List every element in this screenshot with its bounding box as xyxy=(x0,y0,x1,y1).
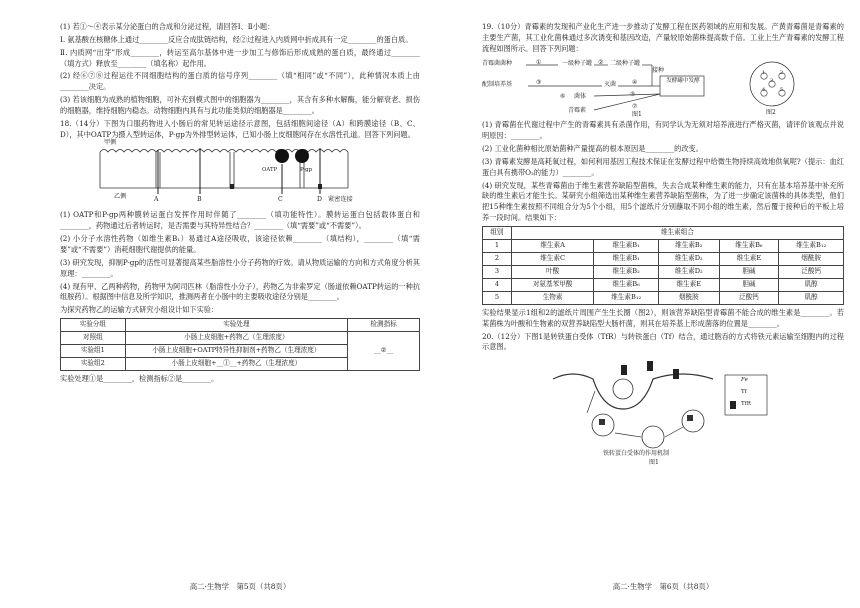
q19-part3: (3) 青霉素发酵是高耗氧过程，如何利用基因工程技术保证在发酵过程中给微生物持续高效地供氧呢?（提示：血红蛋白具有携带O₂的能力）________。 xyxy=(482,156,844,177)
table-cell: 维生素E xyxy=(659,278,720,291)
table-row xyxy=(483,239,844,252)
inoculate-label: 接种 xyxy=(652,67,665,75)
table-cell: 胆碱 xyxy=(719,278,779,291)
left-page xyxy=(60,22,420,592)
table-cell: 肌醇 xyxy=(779,278,844,291)
step6-label: ⑥ xyxy=(560,93,566,101)
path-b-label: B xyxy=(197,196,202,204)
medium-label: 配制培养基 xyxy=(482,81,513,89)
experiment-table xyxy=(60,318,420,371)
disk-2: 2 xyxy=(780,70,784,77)
top-side-label: 甲侧 xyxy=(104,139,117,147)
seed2-label: 二级种子罐 xyxy=(610,60,641,68)
intestine-transport-figure xyxy=(90,139,390,206)
table-cell: 维生素C xyxy=(511,252,593,265)
seed1-label: 一级种子罐 xyxy=(562,60,593,68)
table-cell: 胆碱 xyxy=(719,265,779,278)
ferment-label: 发酵罐中发酵 xyxy=(666,78,700,85)
table-cell: 维生素B₂ xyxy=(594,265,659,278)
transferrin-figure xyxy=(543,355,783,467)
q18-part5: 实验处理①是________，检测指标②是________。 xyxy=(60,374,219,384)
metric-cell: __②__ xyxy=(348,332,420,371)
table-cell: 肌醇 xyxy=(779,291,844,304)
q18-part3: (3) 研究发现，抑制P-gp的活性可显著提高某些脂溶性小分子药物的疗效。请从物质运输的方向和方式角度分析其原理：________。 xyxy=(60,257,420,278)
left-page-footer: 高二·生物学 第5页（共8页） xyxy=(189,581,291,591)
table-cell: 泛酸钙 xyxy=(719,291,779,304)
table-cell: 维生素B₆ xyxy=(719,239,779,252)
col-header: 组别 xyxy=(483,226,512,239)
penicillin-label: 青霉素 xyxy=(568,107,587,115)
table-cell: 小肠上皮细胞+药物乙（生理浓度） xyxy=(125,332,348,345)
fig3-label: 图1 xyxy=(649,459,659,467)
q18-part4: (4) 现有甲、乙两种药物，药物甲为阿司匹林（脂溶性小分子），药物乙为非索罗定（肠道依赖OATP转运的一种抗组胺药）。根据图中信息及所学知识，推测两者在小肠中的主要吸收途径分别是________。 xyxy=(60,281,420,302)
fig3-caption: 铁转蛋白受体的作用机制 xyxy=(603,450,670,458)
table-row xyxy=(483,278,844,291)
table-cell: 5 xyxy=(483,291,512,304)
step5-label: ⑤ xyxy=(630,91,636,99)
table-cell: 维生素D₂ xyxy=(659,265,720,278)
table-cell: 生物素 xyxy=(511,291,593,304)
q20-stem: 20.（12分）下图1是转铁蛋白受体（TfR）与转铁蛋白（Tf）结合，通过胞吞的方式将铁元素运输至细胞内的过程示意图。 xyxy=(482,331,844,352)
pgp-label: P-gp xyxy=(300,167,313,174)
table-row xyxy=(483,252,844,265)
disk-4: 4 xyxy=(762,87,766,94)
table-cell: 对照组 xyxy=(61,332,126,345)
table-cell: 实验组1 xyxy=(61,345,126,358)
path-d-label: D xyxy=(317,196,322,204)
bottom-side-label: 乙侧 xyxy=(114,193,127,201)
disk-5: 5 xyxy=(780,87,784,94)
table-cell: 泛酸钙 xyxy=(779,265,844,278)
table-row xyxy=(61,332,420,345)
table-cell: 维生素B₂ xyxy=(659,239,720,252)
step4-label: ④ xyxy=(632,79,638,87)
fe-legend: Fe xyxy=(741,377,748,384)
step3-label: ③ xyxy=(536,79,542,87)
fig1-caption: 图1 xyxy=(632,111,642,119)
table-cell: 烟酰胺 xyxy=(779,252,844,265)
step1-label: ① xyxy=(536,59,542,67)
q19-part1: (1) 青霉菌在代谢过程中产生的青霉素具有杀菌作用，有同学认为无须对培养液进行严格灭菌，请评价该观点并说明原因：________。 xyxy=(482,120,844,141)
q17-part1-i: Ⅰ. 氨基酸在核糖体上通过________反应合成肽链结构，经②过程进入内质网中折成具有一定________的蛋白质。 xyxy=(60,34,413,44)
table-cell: 小肠上皮细胞+__①__+药物乙（生理浓度） xyxy=(125,358,348,371)
table-cell: 维生素B₆ xyxy=(594,278,659,291)
table-row xyxy=(483,291,844,304)
tight-junction-label: 紧密连接 xyxy=(328,196,353,204)
q17-part1: (1) 若①～④表示某分泌蛋白的合成和分泌过程，请回答Ⅰ、Ⅱ小题： xyxy=(60,22,275,31)
q17-part2: (2) 经⑥⑦⑧过程运往不同细胞结构的蛋白质的信号序列________（填“相同”或“不同”），此种情况本质上由________决定。 xyxy=(60,71,420,92)
disk-3: 3 xyxy=(770,78,774,85)
step2-label: ② xyxy=(598,59,604,67)
q18-stem: 18.（14分）下图为口服药物进入小肠后的常见转运途径示意图，包括细胞间途径（A）和跨膜途径（B、C、D），其中OATP为摄入型转运体，P-gp为外排型转运体，已知小肠上皮细胞间存在水溶性孔道。回答下列问题。 xyxy=(60,118,420,139)
table-cell: 维生素B₁₂ xyxy=(594,291,659,304)
vitamin-table xyxy=(482,226,844,305)
q19-part5: 实验结果显示1组和2的滤纸片周围产生生长圈（图2），则该营养缺陷型青霉菌不能合成的维生素是________。若某菌株为叶酸和生物素的双营养缺陷型大肠杆菌，则其在培养基上形成菌落的位置是________。 xyxy=(482,307,844,328)
tf-legend: Tf xyxy=(741,389,747,396)
col-header: 维生素组合 xyxy=(511,226,843,239)
cell-label: 菌体 xyxy=(574,93,587,101)
table-cell: 小肠上皮细胞+OATP特异性抑制剂+药物乙（生理浓度） xyxy=(125,345,348,358)
right-page xyxy=(482,22,844,592)
q17-part1-ii: Ⅱ. 内质网“出芽”形成________，转运至高尔基体中进一步加工与修饰后形成成熟的蛋白质，最终通过________（填方式）释放至________（填名称）起作用。 xyxy=(60,47,420,68)
right-page-footer: 高二·生物学 第6页（共8页） xyxy=(612,581,714,591)
q19-stem: 19.（10分）青霉素的发现和产业化生产进一步推动了发酵工程在医药领域的应用和发展。产黄青霉菌是青霉素的主要生产菌，其工业化菌株通过多次诱变和基因改造，产量较原始菌株提高数千倍。工业上生产青霉素的发酵工程流程如图所示。回答下列问题： xyxy=(482,22,844,53)
path-a-label: A xyxy=(154,196,159,204)
table-cell: 2 xyxy=(483,252,512,265)
table-cell: 对氨基苯甲酸 xyxy=(511,278,593,291)
table-cell: 维生素B₁ xyxy=(594,252,659,265)
table-cell: 维生素B₁₂ xyxy=(779,239,844,252)
q19-part4: (4) 研究发现，某些青霉菌由于维生素营养缺陷型菌株，失去合成某种维生素的能力，只有在基本培养基中补充所缺的维生素后才能生长。某研究小组筛选出某种维生素营养缺陷型菌株，为了进一步确定该菌株的具体类型，他们把15种维生素按照不同组合分为5个小组，用5个滤纸片分别蘸取不同小组的维生素，然后覆于接种后的平板上培养一段时间。结果如下： xyxy=(482,180,844,223)
fig2-caption: 图2 xyxy=(766,109,776,117)
q17-part3: (3) 若该细胞为成熟的植物细胞，可补充到模式图中的细胞器为________，其含有多种水解酶，能分解衰老、损伤的细胞器，维持细胞内稳态。动物细胞内具有与此功能类似的细胞器是________。 xyxy=(60,95,420,115)
fermentation-figure xyxy=(482,58,822,118)
sterilize-label: 灭菌 xyxy=(604,81,617,89)
q18-table-intro: 为探究药物乙的运输方式研究小组设计如下实验： xyxy=(60,305,219,315)
q18-part2: (2) 小分子水溶性药物（如维生素B₁）易通过A途径吸收，该途径依赖________（填结构），________（填“需要”或“不需要”）消耗细胞代谢提供的能量。 xyxy=(60,234,420,254)
table-cell: 3 xyxy=(483,265,512,278)
table-cell: 维生素B₁ xyxy=(594,239,659,252)
table-cell: 叶酸 xyxy=(511,265,593,278)
table-cell: 维生素E xyxy=(719,252,779,265)
disk-1: 1 xyxy=(762,70,766,77)
tfr-legend: TfR xyxy=(741,401,752,408)
table-cell: 实验组2 xyxy=(61,358,126,371)
path-c-label: C xyxy=(278,196,283,204)
col-header: 实验分组 xyxy=(61,319,126,332)
step7-label: ⑦ xyxy=(632,103,638,111)
table-cell: 烟酰胺 xyxy=(659,291,720,304)
q19-part2: (2) 工业化菌种相比原始菌种产量提高的根本原因是________的改变。 xyxy=(482,144,703,154)
table-cell: 维生素A xyxy=(511,239,593,252)
strain-label: 青霉菌菌种 xyxy=(482,60,513,68)
col-header: 实验处理 xyxy=(125,319,348,332)
table-cell: 4 xyxy=(483,278,512,291)
table-row xyxy=(483,265,844,278)
q18-part1: (1) OATP和P-gp两种膜转运蛋白发挥作用时伴随了________（填功能特性）。膜转运蛋白包括载体蛋白和________，药物通过后者转运时，是否需要与其特异性结合？________（填“需要”或“不需要”）。 xyxy=(60,210,420,231)
col-header: 检测指标 xyxy=(348,319,420,332)
table-cell: 维生素D₂ xyxy=(659,252,720,265)
table-cell: 1 xyxy=(483,239,512,252)
oatp-label: OATP xyxy=(262,167,278,174)
